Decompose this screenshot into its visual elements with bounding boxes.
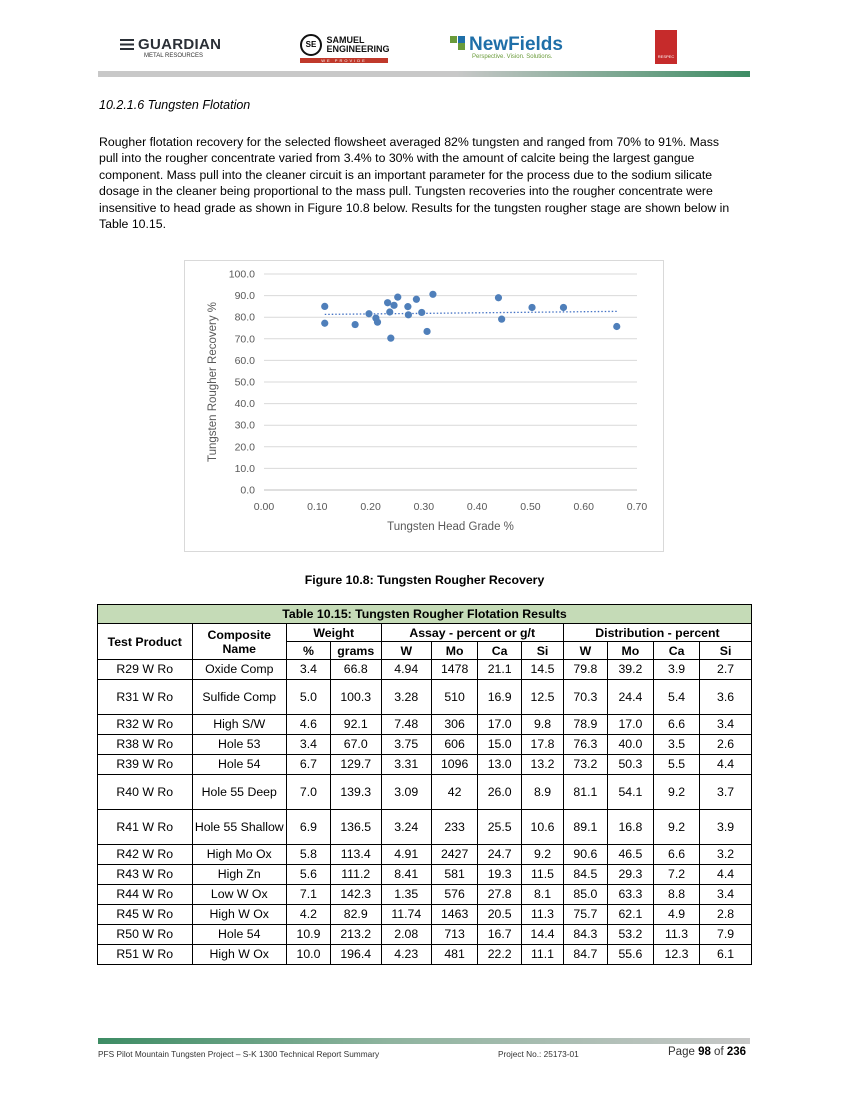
table-cell: 2.08 xyxy=(381,925,432,945)
table-cell: 84.7 xyxy=(563,945,607,965)
table-cell: 14.4 xyxy=(522,925,564,945)
data-point xyxy=(321,303,328,310)
table-cell: 606 xyxy=(432,735,478,755)
table-row xyxy=(98,735,752,755)
table-cell: 13.0 xyxy=(478,755,522,775)
chart-svg xyxy=(185,261,663,551)
table-cell: 9.2 xyxy=(653,810,699,845)
data-point xyxy=(390,302,397,309)
page-header xyxy=(98,28,750,74)
table-cell: 510 xyxy=(432,680,478,715)
data-point xyxy=(386,308,393,315)
table-cell: 213.2 xyxy=(330,925,381,945)
table-cell: 78.9 xyxy=(563,715,607,735)
y-tick-label: 0.0 xyxy=(240,484,255,497)
page-current: 98 xyxy=(698,1046,711,1058)
table-cell: Low W Ox xyxy=(192,885,287,905)
table-cell: 42 xyxy=(432,775,478,810)
table-cell: High W Ox xyxy=(192,905,287,925)
y-tick-label: 70.0 xyxy=(234,333,255,346)
table-cell: High W Ox xyxy=(192,945,287,965)
header-composite-name: Composite Name xyxy=(192,624,287,660)
table-cell: 25.5 xyxy=(478,810,522,845)
table-cell: 196.4 xyxy=(330,945,381,965)
y-axis-title: Tungsten Rougher Recovery % xyxy=(207,301,219,463)
footer-page-number xyxy=(668,1046,746,1058)
table-row xyxy=(98,845,752,865)
table-cell: 16.7 xyxy=(478,925,522,945)
table-cell: 84.3 xyxy=(563,925,607,945)
table-cell: 7.48 xyxy=(381,715,432,735)
table-cell: 5.8 xyxy=(287,845,331,865)
table-cell: 17.0 xyxy=(607,715,653,735)
table-cell: 5.4 xyxy=(653,680,699,715)
sub-header-cell: Si xyxy=(522,642,564,660)
table-cell: 15.0 xyxy=(478,735,522,755)
data-point xyxy=(394,294,401,301)
table-cell: 6.9 xyxy=(287,810,331,845)
table-cell: 576 xyxy=(432,885,478,905)
table-cell: 20.5 xyxy=(478,905,522,925)
table-cell: 306 xyxy=(432,715,478,735)
table-cell: 54.1 xyxy=(607,775,653,810)
table-cell: R38 W Ro xyxy=(98,735,193,755)
table-row xyxy=(98,775,752,810)
table-row xyxy=(98,680,752,715)
data-point xyxy=(387,335,394,342)
table-cell: 11.5 xyxy=(522,865,564,885)
table-cell: 84.5 xyxy=(563,865,607,885)
table-cell: 3.09 xyxy=(381,775,432,810)
data-point xyxy=(404,303,411,310)
table-cell: 50.3 xyxy=(607,755,653,775)
table-cell: 3.24 xyxy=(381,810,432,845)
footer-project-number: Project No.: 25173-01 xyxy=(498,1049,579,1059)
table-cell: 19.3 xyxy=(478,865,522,885)
x-tick-label: 0.10 xyxy=(307,501,328,513)
y-tick-label: 20.0 xyxy=(234,441,255,454)
table-cell: 79.8 xyxy=(563,660,607,680)
table-cell: 10.9 xyxy=(287,925,331,945)
data-point xyxy=(365,310,372,317)
sub-header-cell: Ca xyxy=(478,642,522,660)
y-tick-label: 90.0 xyxy=(234,290,255,303)
table-cell: R31 W Ro xyxy=(98,680,193,715)
page-total: 236 xyxy=(726,1046,747,1058)
y-tick-label: 80.0 xyxy=(234,311,255,324)
guardian-logo xyxy=(120,36,221,59)
sub-header-cell: W xyxy=(381,642,432,660)
table-row xyxy=(98,660,752,680)
data-point xyxy=(528,304,535,311)
table-cell: 481 xyxy=(432,945,478,965)
table-cell: 92.1 xyxy=(330,715,381,735)
table-cell: 3.5 xyxy=(653,735,699,755)
table-cell: 16.8 xyxy=(607,810,653,845)
table-cell: 16.9 xyxy=(478,680,522,715)
table-cell: 9.2 xyxy=(522,845,564,865)
section-paragraph: Rougher flotation recovery for the selected flowsheet averaged 82% tungsten and ranged from 70% to 91%. Mass pull into the rougher concentrate varied from 3.4% to 30% with the amount of calcite being the largest gangue component. Mass pull into the cleaner circuit is an important parameter for the process due to the sodium silicate dosage in the cleaner being proportional to the mass pull. Tungsten recoveries into the rougher concentrate were insensitive to head grade as shown in Figure 10.8 below. Results for the tungsten rougher stage are shown below in Table 10.15. xyxy=(99,135,730,232)
table-cell: 75.7 xyxy=(563,905,607,925)
table-cell: 3.9 xyxy=(653,660,699,680)
data-point xyxy=(384,299,391,306)
table-cell: 53.2 xyxy=(607,925,653,945)
table-cell: Hole 55 Shallow xyxy=(192,810,287,845)
table-cell: 2.8 xyxy=(700,905,752,925)
table-cell: 3.4 xyxy=(700,885,752,905)
table-cell: 129.7 xyxy=(330,755,381,775)
table-cell: 55.6 xyxy=(607,945,653,965)
y-tick-label: 30.0 xyxy=(234,419,255,432)
table-cell: 11.1 xyxy=(522,945,564,965)
table-cell: Hole 55 Deep xyxy=(192,775,287,810)
newfields-squares-icon xyxy=(450,36,466,50)
table-cell: 2427 xyxy=(432,845,478,865)
table-row xyxy=(98,865,752,885)
data-point xyxy=(321,320,328,327)
sub-header-cell: Mo xyxy=(607,642,653,660)
table-cell: 14.5 xyxy=(522,660,564,680)
data-point xyxy=(423,328,430,335)
table-cell: R43 W Ro xyxy=(98,865,193,885)
table-cell: 40.0 xyxy=(607,735,653,755)
table-cell: 3.31 xyxy=(381,755,432,775)
section-title: 10.2.1.6 Tungsten Flotation xyxy=(99,98,251,112)
table-cell: 1478 xyxy=(432,660,478,680)
table-cell: 9.8 xyxy=(522,715,564,735)
table-cell: 8.41 xyxy=(381,865,432,885)
data-point xyxy=(495,294,502,301)
y-tick-label: 10.0 xyxy=(234,462,255,475)
table-row xyxy=(98,905,752,925)
table-row xyxy=(98,885,752,905)
table-cell: 6.6 xyxy=(653,845,699,865)
table-row xyxy=(98,755,752,775)
table-cell: 7.0 xyxy=(287,775,331,810)
table-cell: 3.4 xyxy=(287,735,331,755)
table-cell: 63.3 xyxy=(607,885,653,905)
table-cell: 233 xyxy=(432,810,478,845)
table-cell: 5.6 xyxy=(287,865,331,885)
data-point xyxy=(560,304,567,311)
table-cell: 3.9 xyxy=(700,810,752,845)
header-weight: Weight xyxy=(287,624,382,642)
table-cell: 24.4 xyxy=(607,680,653,715)
table-cell: 4.91 xyxy=(381,845,432,865)
table-cell: 22.2 xyxy=(478,945,522,965)
table-cell: 13.2 xyxy=(522,755,564,775)
table-cell: 581 xyxy=(432,865,478,885)
y-tick-label: 100.0 xyxy=(228,268,255,281)
recovery-scatter-chart xyxy=(184,260,664,552)
respec-logo: RESPEC xyxy=(655,30,677,64)
table-cell: 8.1 xyxy=(522,885,564,905)
table-cell: 82.9 xyxy=(330,905,381,925)
sub-header-cell: Si xyxy=(700,642,752,660)
table-cell: R41 W Ro xyxy=(98,810,193,845)
table-cell: 10.0 xyxy=(287,945,331,965)
table-cell: 8.8 xyxy=(653,885,699,905)
header-rule xyxy=(98,71,750,77)
table-cell: R44 W Ro xyxy=(98,885,193,905)
results-table xyxy=(97,604,752,965)
y-tick-label: 60.0 xyxy=(234,354,255,367)
table-cell: 1463 xyxy=(432,905,478,925)
table-cell: 73.2 xyxy=(563,755,607,775)
table-cell: Sulfide Comp xyxy=(192,680,287,715)
table-cell: 139.3 xyxy=(330,775,381,810)
data-point xyxy=(352,321,359,328)
newfields-logo-tagline: Perspective. Vision. Solutions. xyxy=(472,54,553,60)
table-cell: 12.5 xyxy=(522,680,564,715)
table-cell: 3.7 xyxy=(700,775,752,810)
samuel-logo-name-2: ENGINEERING xyxy=(326,44,390,54)
table-cell: 10.6 xyxy=(522,810,564,845)
table-cell: 4.2 xyxy=(287,905,331,925)
sub-header-cell: W xyxy=(563,642,607,660)
table-row xyxy=(98,945,752,965)
data-point xyxy=(429,291,436,298)
table-cell: 9.2 xyxy=(653,775,699,810)
table-cell: 12.3 xyxy=(653,945,699,965)
table-cell: 4.94 xyxy=(381,660,432,680)
data-point xyxy=(374,319,381,326)
x-tick-label: 0.70 xyxy=(626,501,648,513)
table-cell: 4.4 xyxy=(700,865,752,885)
table-cell: 26.0 xyxy=(478,775,522,810)
table-cell: 142.3 xyxy=(330,885,381,905)
x-tick-label: 0.40 xyxy=(466,501,488,513)
table-cell: R32 W Ro xyxy=(98,715,193,735)
table-cell: 4.4 xyxy=(700,755,752,775)
table-cell: 4.9 xyxy=(653,905,699,925)
table-cell: 713 xyxy=(432,925,478,945)
table-cell: 3.4 xyxy=(287,660,331,680)
guardian-logo-sub: METAL RESOURCES xyxy=(144,53,204,59)
guardian-logo-name: GUARDIAN xyxy=(138,36,222,53)
table-cell: High Zn xyxy=(192,865,287,885)
table-cell: 46.5 xyxy=(607,845,653,865)
newfields-logo-name: NewFields xyxy=(469,34,563,55)
samuel-logo-name-1: SAMUEL xyxy=(326,35,365,45)
table-cell: R51 W Ro xyxy=(98,945,193,965)
table-cell: 6.6 xyxy=(653,715,699,735)
table-cell: 62.1 xyxy=(607,905,653,925)
table-cell: Hole 53 xyxy=(192,735,287,755)
y-tick-label: 40.0 xyxy=(234,398,255,411)
sub-header-cell: Mo xyxy=(432,642,478,660)
table-cell: 11.3 xyxy=(522,905,564,925)
header-assay: Assay - percent or g/t xyxy=(381,624,563,642)
table-cell: R29 W Ro xyxy=(98,660,193,680)
header-test-product: Test Product xyxy=(98,624,193,660)
samuel-engineering-logo xyxy=(300,34,390,68)
table-cell: 2.7 xyxy=(700,660,752,680)
table-cell: 4.23 xyxy=(381,945,432,965)
data-point xyxy=(418,309,425,316)
table-cell: High S/W xyxy=(192,715,287,735)
table-cell: 3.28 xyxy=(381,680,432,715)
table-cell: 113.4 xyxy=(330,845,381,865)
table-cell: 3.75 xyxy=(381,735,432,755)
table-cell: 67.0 xyxy=(330,735,381,755)
table-cell: Hole 54 xyxy=(192,925,287,945)
table-cell: 6.7 xyxy=(287,755,331,775)
table-cell: 7.9 xyxy=(700,925,752,945)
table-cell: 17.8 xyxy=(522,735,564,755)
table-cell: 11.3 xyxy=(653,925,699,945)
table-cell: 3.2 xyxy=(700,845,752,865)
data-point xyxy=(613,323,620,330)
table-cell: R45 W Ro xyxy=(98,905,193,925)
table-cell: 81.1 xyxy=(563,775,607,810)
x-tick-label: 0.20 xyxy=(360,501,381,513)
newfields-logo xyxy=(450,36,563,60)
table-cell: Hole 54 xyxy=(192,755,287,775)
table-row xyxy=(98,715,752,735)
x-axis-title: Tungsten Head Grade % xyxy=(387,521,514,533)
table-cell: 5.0 xyxy=(287,680,331,715)
table-cell: 70.3 xyxy=(563,680,607,715)
data-point xyxy=(413,296,420,303)
table-cell: 90.6 xyxy=(563,845,607,865)
table-cell: 111.2 xyxy=(330,865,381,885)
table-cell: 11.74 xyxy=(381,905,432,925)
table-cell: 17.0 xyxy=(478,715,522,735)
table-cell: 4.6 xyxy=(287,715,331,735)
table-body xyxy=(98,660,752,965)
table-cell: 3.4 xyxy=(700,715,752,735)
sub-header-cell: grams xyxy=(330,642,381,660)
table-cell: 66.8 xyxy=(330,660,381,680)
table-cell: 27.8 xyxy=(478,885,522,905)
table-title: Table 10.15: Tungsten Rougher Flotation Results xyxy=(98,605,752,624)
data-point xyxy=(498,316,505,323)
table-cell: 29.3 xyxy=(607,865,653,885)
sub-header-cell: % xyxy=(287,642,331,660)
table-row xyxy=(98,810,752,845)
table-cell: 1.35 xyxy=(381,885,432,905)
table-cell: 21.1 xyxy=(478,660,522,680)
table-cell: 1096 xyxy=(432,755,478,775)
table-cell: 39.2 xyxy=(607,660,653,680)
table-cell: 8.9 xyxy=(522,775,564,810)
figure-caption: Figure 10.8: Tungsten Rougher Recovery xyxy=(304,573,545,587)
x-tick-label: 0.60 xyxy=(573,501,594,513)
sub-header-cell: Ca xyxy=(653,642,699,660)
x-tick-label: 0.50 xyxy=(520,501,541,513)
table-cell: R50 W Ro xyxy=(98,925,193,945)
x-tick-label: 0.30 xyxy=(413,501,435,513)
table-cell: R42 W Ro xyxy=(98,845,193,865)
samuel-logo-tagline: WE PROVIDE SOLUTIONS xyxy=(300,58,388,63)
se-circle-icon: SE xyxy=(300,34,322,56)
x-tick-label: 0.00 xyxy=(253,501,275,513)
table-cell: 76.3 xyxy=(563,735,607,755)
header-distribution: Distribution - percent xyxy=(563,624,751,642)
table-cell: 100.3 xyxy=(330,680,381,715)
table-cell: 24.7 xyxy=(478,845,522,865)
guardian-lines-icon xyxy=(120,39,134,50)
table-cell: 2.6 xyxy=(700,735,752,755)
page-prefix: Page xyxy=(668,1046,699,1058)
table-cell: High Mo Ox xyxy=(192,845,287,865)
table-cell: 7.2 xyxy=(653,865,699,885)
data-point xyxy=(405,311,412,318)
table-cell: 85.0 xyxy=(563,885,607,905)
y-tick-label: 50.0 xyxy=(234,376,255,389)
table-cell: 89.1 xyxy=(563,810,607,845)
table-cell: R39 W Ro xyxy=(98,755,193,775)
footer-rule xyxy=(98,1038,750,1044)
table-row xyxy=(98,925,752,945)
page-mid: of xyxy=(710,1046,727,1058)
footer-report-title: PFS Pilot Mountain Tungsten Project – S-K 1300 Technical Report Summary xyxy=(98,1049,380,1059)
table-cell: 3.6 xyxy=(700,680,752,715)
table-cell: 6.1 xyxy=(700,945,752,965)
table-cell: R40 W Ro xyxy=(98,775,193,810)
table-cell: Oxide Comp xyxy=(192,660,287,680)
table-cell: 136.5 xyxy=(330,810,381,845)
table-cell: 5.5 xyxy=(653,755,699,775)
table-cell: 7.1 xyxy=(287,885,331,905)
